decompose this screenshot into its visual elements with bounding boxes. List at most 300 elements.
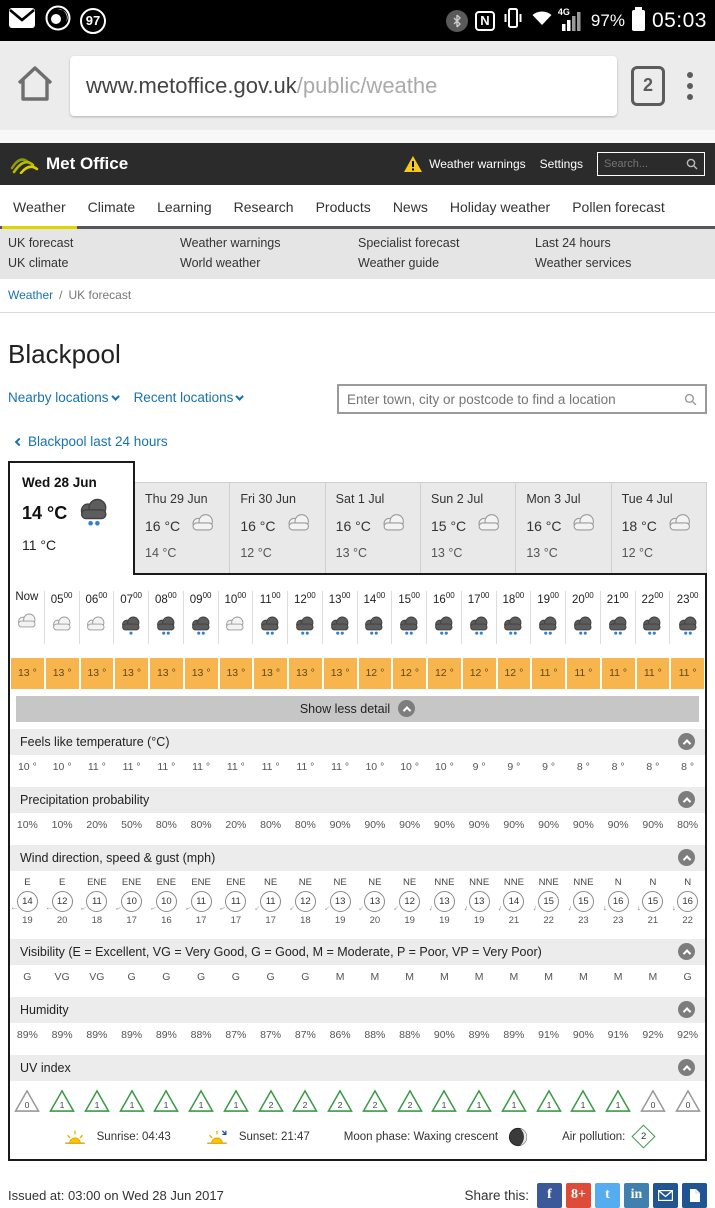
uv-triangle-icon <box>119 1089 145 1113</box>
uv-triangle-icon <box>640 1089 666 1113</box>
value-cell: G <box>301 970 310 983</box>
svg-text:1: 1 <box>198 1100 204 1111</box>
value-cell: 89% <box>16 1028 38 1041</box>
breadcrumb-weather-link[interactable]: Weather <box>8 288 54 302</box>
cloud-icon <box>49 614 75 635</box>
value-cell: 90% <box>433 1028 455 1041</box>
value-cell: 89% <box>503 1028 525 1041</box>
uv-index-cell <box>45 1089 80 1113</box>
forecast-table <box>8 573 707 1161</box>
hour-column-2100[interactable] <box>601 591 636 644</box>
nav-tab-learning[interactable]: Learning <box>157 199 212 215</box>
uv-index-cell <box>531 1089 566 1113</box>
site-header <box>0 143 715 185</box>
uv-index-cell <box>149 1089 184 1113</box>
firefox-icon <box>45 5 71 36</box>
wind-speed: 13 ↑ <box>434 891 455 912</box>
location-search-input[interactable] <box>347 392 684 407</box>
nav-tab-research[interactable]: Research <box>233 199 294 215</box>
hour-time-label: $11^{00}$ <box>259 591 281 606</box>
hour-temperature: 13 ° <box>254 658 287 689</box>
value-cell: 80% <box>260 818 282 831</box>
value-cell: 9 ° <box>542 760 556 773</box>
chevron-down-icon <box>236 392 244 400</box>
wind-direction: ENE <box>156 876 177 888</box>
nfc-icon: N <box>475 11 495 31</box>
hour-column-0900[interactable] <box>184 591 219 644</box>
day-tab-thu-29-jun[interactable] <box>135 482 230 575</box>
value-cell: 89% <box>155 1028 177 1041</box>
wind-gust: 16 <box>161 914 172 926</box>
hourly-header-row <box>10 575 705 644</box>
url-bar[interactable] <box>70 56 617 116</box>
rain-icon <box>500 614 526 635</box>
wind-direction: N <box>649 876 657 888</box>
uv-index-cell <box>288 1089 323 1113</box>
uv-triangle-icon <box>14 1089 40 1113</box>
uv-index-cell <box>462 1089 497 1113</box>
header-search-input[interactable] <box>604 158 686 170</box>
page-footer <box>0 1161 715 1208</box>
hour-time-label: $18^{00}$ <box>502 591 525 606</box>
value-cell: 87% <box>260 1028 282 1041</box>
hour-time-label: $22^{00}$ <box>641 591 664 606</box>
value-cell: 90% <box>468 818 490 831</box>
nav-tab-products[interactable]: Products <box>315 199 371 215</box>
value-cell: 91% <box>538 1028 560 1041</box>
value-cell: 10% <box>51 818 73 831</box>
value-cell: G <box>127 970 136 983</box>
wind-direction: NE <box>264 876 278 888</box>
wind-arrow-icon: ↑ <box>637 903 642 913</box>
wind-values <box>10 871 705 932</box>
rain-icon <box>535 614 561 635</box>
value-cell: M <box>405 970 414 983</box>
sub-nav-link-world-weather[interactable]: World weather <box>180 256 261 270</box>
rain-icon <box>361 614 387 635</box>
collapse-row-button[interactable] <box>678 733 695 750</box>
collapse-row-button[interactable] <box>678 849 695 866</box>
value-cell: 90% <box>572 818 594 831</box>
wind-cell <box>497 877 532 926</box>
battery-icon <box>632 10 645 31</box>
breadcrumb-current: UK forecast <box>68 288 132 302</box>
url-path: /public/weathe <box>296 72 438 98</box>
hour-time-label: $17^{00}$ <box>467 591 490 606</box>
wind-cell <box>392 877 427 926</box>
heavy-rain-icon <box>75 495 113 526</box>
uv-index-cell <box>392 1089 427 1113</box>
wind-arrow-icon: ↑ <box>566 903 574 914</box>
wind-cell <box>219 877 254 926</box>
hour-column-0800[interactable] <box>149 591 184 644</box>
share-twitter-icon[interactable]: t <box>595 1183 620 1208</box>
share-email-icon[interactable] <box>653 1183 678 1208</box>
feels-like-header: Feels like temperature (°C) <box>10 729 705 755</box>
value-cell: 92% <box>642 1028 664 1041</box>
tab-counter-button[interactable]: 2 <box>631 66 665 106</box>
sub-nav-link-weather-services[interactable]: Weather services <box>535 256 632 270</box>
hour-temperature: 13 ° <box>46 658 79 689</box>
rain-icon <box>292 614 318 635</box>
rain-icon <box>570 614 596 635</box>
sub-nav-column <box>535 236 707 270</box>
uv-triangle-icon <box>536 1089 562 1113</box>
value-cell: 92% <box>677 1028 699 1041</box>
wind-direction: NNE <box>503 876 524 888</box>
svg-text:1: 1 <box>163 1100 169 1111</box>
uv-triangle-icon <box>431 1089 457 1113</box>
day-min-temp: 12 °C <box>621 546 654 560</box>
value-cell: 20% <box>86 818 108 831</box>
wind-direction: NNE <box>538 876 559 888</box>
browser-menu-button[interactable] <box>679 68 701 104</box>
svg-text:2: 2 <box>337 1100 343 1111</box>
uv-triangle-icon <box>397 1089 423 1113</box>
value-cell: M <box>474 970 484 983</box>
sun-info-row: Sunrise: 04:43 Sunset: 21:47 Moon phase: Waxing crescent Air pollution: 2 <box>10 1119 705 1159</box>
sub-nav-link-weather-guide[interactable]: Weather guide <box>358 256 440 270</box>
recent-locations-dropdown[interactable]: Recent locations <box>134 390 245 405</box>
wind-arrow-icon: ↑ <box>252 903 262 913</box>
hour-time-label: Now <box>15 591 39 603</box>
precipitation-header: Precipitation probability <box>10 787 705 813</box>
uv-triangle-icon <box>675 1089 701 1113</box>
svg-text:0: 0 <box>685 1100 691 1111</box>
nav-tab-pollen-forecast[interactable]: Pollen forecast <box>572 199 665 215</box>
settings-link[interactable]: Settings <box>539 157 583 171</box>
value-cell: M <box>579 970 588 983</box>
weather-warnings-link[interactable]: Weather warnings <box>403 155 526 173</box>
wind-speed: 11 ↑ <box>86 891 107 912</box>
value-cell: 10 ° <box>434 760 454 773</box>
uv-index-cell <box>566 1089 601 1113</box>
nav-tab-weather[interactable]: Weather <box>2 185 77 226</box>
day-tab-tue-4-jul[interactable] <box>612 482 707 575</box>
bluetooth-icon <box>446 10 468 32</box>
value-cell: M <box>509 970 519 983</box>
hour-column-1000[interactable] <box>219 591 254 644</box>
hour-column-0500[interactable] <box>45 591 80 644</box>
value-cell: 87% <box>294 1028 316 1041</box>
hour-temperature: 11 ° <box>532 658 565 689</box>
wind-arrow-icon: ↑ <box>531 903 539 914</box>
wind-arrow-icon: ↑ <box>287 903 297 913</box>
value-cell: 80% <box>190 818 212 831</box>
hour-column-1800[interactable] <box>497 591 532 644</box>
hour-column-2000[interactable] <box>566 591 601 644</box>
vibrate-icon <box>502 7 524 34</box>
wind-cell <box>670 877 705 926</box>
wind-speed: 13 ↑ <box>364 891 385 912</box>
wind-cell <box>184 877 219 926</box>
value-cell: 90% <box>364 818 386 831</box>
value-cell: G <box>23 970 32 983</box>
value-cell: 90% <box>607 818 629 831</box>
sub-nav-link-uk-climate[interactable]: UK climate <box>8 256 69 270</box>
notification-badge: 97 <box>80 8 106 34</box>
chrome-gap <box>0 130 715 143</box>
wind-cell <box>45 877 80 926</box>
hour-column-0700[interactable] <box>114 591 149 644</box>
value-cell: 89% <box>121 1028 143 1041</box>
day-tab-mon-3-jul[interactable] <box>516 482 611 575</box>
hour-temperature: 12 ° <box>463 658 496 689</box>
value-cell: 89% <box>468 1028 490 1041</box>
wind-speed: 15 ↑ <box>573 891 594 912</box>
value-cell: 11 ° <box>296 760 315 773</box>
value-cell: G <box>162 970 171 983</box>
cloud-icon <box>379 511 409 536</box>
sub-nav-link-weather-warnings[interactable]: Weather warnings <box>180 236 281 250</box>
wind-direction: NE <box>368 876 382 888</box>
value-cell: 9 ° <box>472 760 486 773</box>
uv-index-cell <box>184 1089 219 1113</box>
value-cell: G <box>231 970 240 983</box>
wind-cell <box>10 877 45 926</box>
hour-column-1200[interactable] <box>288 591 323 644</box>
wind-cell <box>531 877 566 926</box>
sunrise-icon <box>63 1129 87 1145</box>
wind-cell <box>253 877 288 926</box>
chevron-left-icon <box>15 437 23 445</box>
collapse-row-button[interactable] <box>678 1001 695 1018</box>
wind-speed: 11 ↑ <box>260 891 281 912</box>
value-cell: 10 ° <box>17 760 37 773</box>
cloud-icon <box>474 511 504 536</box>
share-facebook-icon[interactable]: f <box>537 1183 562 1208</box>
sub-nav-link-uk-forecast[interactable]: UK forecast <box>8 236 74 250</box>
wind-speed: 16 ↑ <box>677 891 698 912</box>
wind-gust: 22 <box>543 914 554 926</box>
value-cell: 20% <box>225 818 247 831</box>
collapse-row-button[interactable] <box>678 1059 695 1076</box>
uv-triangle-icon <box>258 1089 284 1113</box>
wind-speed: 16 ↑ <box>608 891 629 912</box>
cloud-icon <box>83 614 109 635</box>
cloud-icon <box>665 511 695 536</box>
uv-header: UV index <box>10 1055 705 1081</box>
hour-temperature: 13 ° <box>11 658 44 689</box>
wind-arrow-icon: ↑ <box>182 904 193 912</box>
breadcrumb: Weather / UK forecast <box>0 279 715 313</box>
share-bar: Share this: f 8+ t in <box>464 1183 707 1208</box>
value-cell: G <box>266 970 275 983</box>
day-min-temp: 12 °C <box>240 546 272 560</box>
wind-cell <box>601 877 636 926</box>
value-cell: 89% <box>86 1028 108 1041</box>
uv-index-cell <box>601 1089 636 1113</box>
value-cell: M <box>544 970 553 983</box>
wind-gust: 23 <box>612 914 624 926</box>
value-cell: M <box>440 970 449 983</box>
collapse-row-button[interactable] <box>678 943 695 960</box>
uv-index-cell <box>636 1089 671 1113</box>
day-max-temp: 16 °C <box>240 518 276 534</box>
day-tab-fri-30-jun[interactable] <box>230 482 325 575</box>
day-min-temp: 11 °C <box>22 537 57 553</box>
primary-nav <box>0 185 715 229</box>
hour-temperature: 11 ° <box>567 658 600 689</box>
hour-column-1500[interactable] <box>392 591 427 644</box>
hour-column-2200[interactable] <box>636 591 671 644</box>
wind-speed: 11 ↑ <box>225 891 246 912</box>
uv-triangle-icon <box>605 1089 631 1113</box>
gmail-icon <box>8 7 36 34</box>
value-cell: 91% <box>607 1028 629 1041</box>
home-icon[interactable] <box>14 63 56 108</box>
wind-cell <box>288 877 323 926</box>
signal-strength-icon: 4G <box>560 9 584 33</box>
sunset-time: 21:47 <box>281 1130 310 1143</box>
day-min-temp: 13 °C <box>526 546 558 560</box>
value-cell: 89% <box>51 1028 73 1041</box>
wind-direction: NE <box>403 876 417 888</box>
wind-arrow-icon: ↑ <box>672 903 677 913</box>
svg-text:1: 1 <box>129 1100 135 1111</box>
uv-index-cell <box>80 1089 115 1113</box>
wind-gust: 19 <box>404 914 415 926</box>
svg-text:1: 1 <box>476 1100 482 1111</box>
moon-phase-label: Moon phase: Waxing crescent <box>343 1130 499 1143</box>
day-tab-date: Tue 4 Jul <box>621 492 673 506</box>
day-min-temp: 13 °C <box>430 546 463 560</box>
collapse-row-button[interactable] <box>678 791 695 808</box>
wind-gust: 17 <box>195 914 207 926</box>
svg-text:2: 2 <box>372 1100 378 1111</box>
hour-temperature: 13 ° <box>289 658 322 689</box>
value-cell: VG <box>89 970 105 983</box>
sub-nav-column <box>180 236 358 270</box>
hour-column-1900[interactable] <box>531 591 566 644</box>
hourly-temperature-row <box>10 644 705 689</box>
show-less-detail-button[interactable]: Show less detail <box>16 696 699 722</box>
hour-column-1100[interactable] <box>253 591 288 644</box>
value-cell: 88% <box>399 1028 421 1041</box>
wind-arrow-icon: ↑ <box>602 903 607 913</box>
wind-direction: NNE <box>434 876 455 888</box>
hour-column-now[interactable] <box>10 591 45 644</box>
nav-tab-holiday-weather[interactable]: Holiday weather <box>449 199 551 215</box>
day-min-temp: 14 °C <box>145 546 177 560</box>
light-rain-icon <box>118 614 144 635</box>
nav-tab-climate[interactable]: Climate <box>87 199 136 215</box>
value-cell: 10 ° <box>52 760 72 773</box>
rain-icon <box>153 614 179 635</box>
hour-column-1700[interactable] <box>462 591 497 644</box>
hour-column-0600[interactable] <box>80 591 115 644</box>
wind-arrow-icon: ↑ <box>9 906 19 911</box>
cloud-icon <box>222 614 248 635</box>
hour-temperature: 11 ° <box>637 658 670 689</box>
wind-cell <box>114 877 149 926</box>
hour-column-1400[interactable] <box>358 591 393 644</box>
met-office-logo[interactable]: Met Office <box>10 154 128 174</box>
search-icon <box>684 393 697 406</box>
nearby-locations-dropdown[interactable]: Nearby locations <box>8 390 120 405</box>
sub-nav-link-specialist-forecast[interactable]: Specialist forecast <box>358 236 460 250</box>
day-tab-date: Thu 29 Jun <box>145 492 208 506</box>
wind-gust: 23 <box>578 914 589 926</box>
wifi-icon <box>531 9 553 32</box>
location-search-box[interactable] <box>337 384 707 414</box>
value-cell: M <box>335 970 345 983</box>
value-cell: 11 ° <box>261 760 280 773</box>
wind-gust: 20 <box>369 914 381 926</box>
value-cell: G <box>683 970 692 983</box>
svg-text:2: 2 <box>268 1100 274 1111</box>
day-tab-wed-28-jun[interactable] <box>8 461 135 575</box>
uv-index-cell <box>219 1089 254 1113</box>
uv-triangle-icon <box>84 1089 110 1113</box>
rain-icon <box>466 614 492 635</box>
warning-triangle-icon <box>403 155 423 173</box>
issued-timestamp: Issued at: 03:00 on Wed 28 Jun 2017 <box>8 1187 224 1203</box>
svg-text:1: 1 <box>615 1100 621 1111</box>
wind-gust: 19 <box>439 914 450 926</box>
uv-triangle-icon <box>153 1089 179 1113</box>
hour-column-1300[interactable] <box>323 591 358 644</box>
rain-icon <box>675 614 701 635</box>
hour-time-label: $07^{00}$ <box>120 591 142 606</box>
share-linkedin-icon[interactable]: in <box>624 1183 649 1208</box>
wind-speed: 15 ↑ <box>642 891 663 912</box>
chevron-up-icon <box>398 700 415 717</box>
wind-gust: 19 <box>473 914 485 926</box>
value-cell: 11 ° <box>87 760 106 773</box>
hour-column-1600[interactable] <box>427 591 462 644</box>
svg-text:0: 0 <box>24 1100 30 1111</box>
uv-triangle-icon <box>188 1089 214 1113</box>
share-google-plus-icon[interactable]: 8+ <box>566 1183 591 1208</box>
hour-temperature: 11 ° <box>671 658 704 689</box>
last-24-hours-link[interactable]: Blackpool last 24 hours <box>8 434 707 449</box>
share-document-icon[interactable] <box>682 1183 707 1208</box>
value-cell: VG <box>54 970 70 983</box>
wind-direction: ENE <box>191 876 211 888</box>
day-tab-sun-2-jul[interactable] <box>421 482 516 575</box>
search-icon <box>686 158 698 170</box>
value-cell: 50% <box>121 818 143 831</box>
wind-speed: 12 ↑ <box>399 891 420 912</box>
svg-text:1: 1 <box>511 1100 517 1111</box>
svg-text:1: 1 <box>580 1100 586 1111</box>
wind-arrow-icon: ↑ <box>391 903 401 913</box>
hour-time-label: $05^{00}$ <box>50 591 73 606</box>
value-cell: 90% <box>642 818 664 831</box>
day-tab-date: Mon 3 Jul <box>526 492 581 506</box>
rain-icon <box>257 614 283 635</box>
header-search-box[interactable] <box>597 152 705 176</box>
day-tab-sat-1-jul[interactable] <box>326 482 421 575</box>
day-min-temp: 13 °C <box>335 546 368 560</box>
wind-cell <box>462 877 497 926</box>
wind-arrow-icon: ↑ <box>427 903 435 914</box>
sub-nav-link-last-24-hours[interactable]: Last 24 hours <box>535 236 611 250</box>
nav-tab-news[interactable]: News <box>392 199 428 215</box>
svg-text:1: 1 <box>94 1100 100 1111</box>
value-cell: 8 ° <box>646 760 660 773</box>
uv-triangle-icon <box>362 1089 388 1113</box>
visibility-header: Visibility (E = Excellent, VG = Very Good, G = Good, M = Moderate, P = Poor, VP = Very Poor) <box>10 939 705 965</box>
cloud-icon <box>188 511 218 536</box>
hour-column-2300[interactable] <box>670 591 705 644</box>
wind-direction: ENE <box>226 876 246 888</box>
hour-time-label: $15^{00}$ <box>398 591 420 606</box>
hour-temperature: 13 ° <box>150 658 183 689</box>
sunset-icon <box>205 1129 229 1145</box>
hour-time-label: $06^{00}$ <box>85 591 108 606</box>
